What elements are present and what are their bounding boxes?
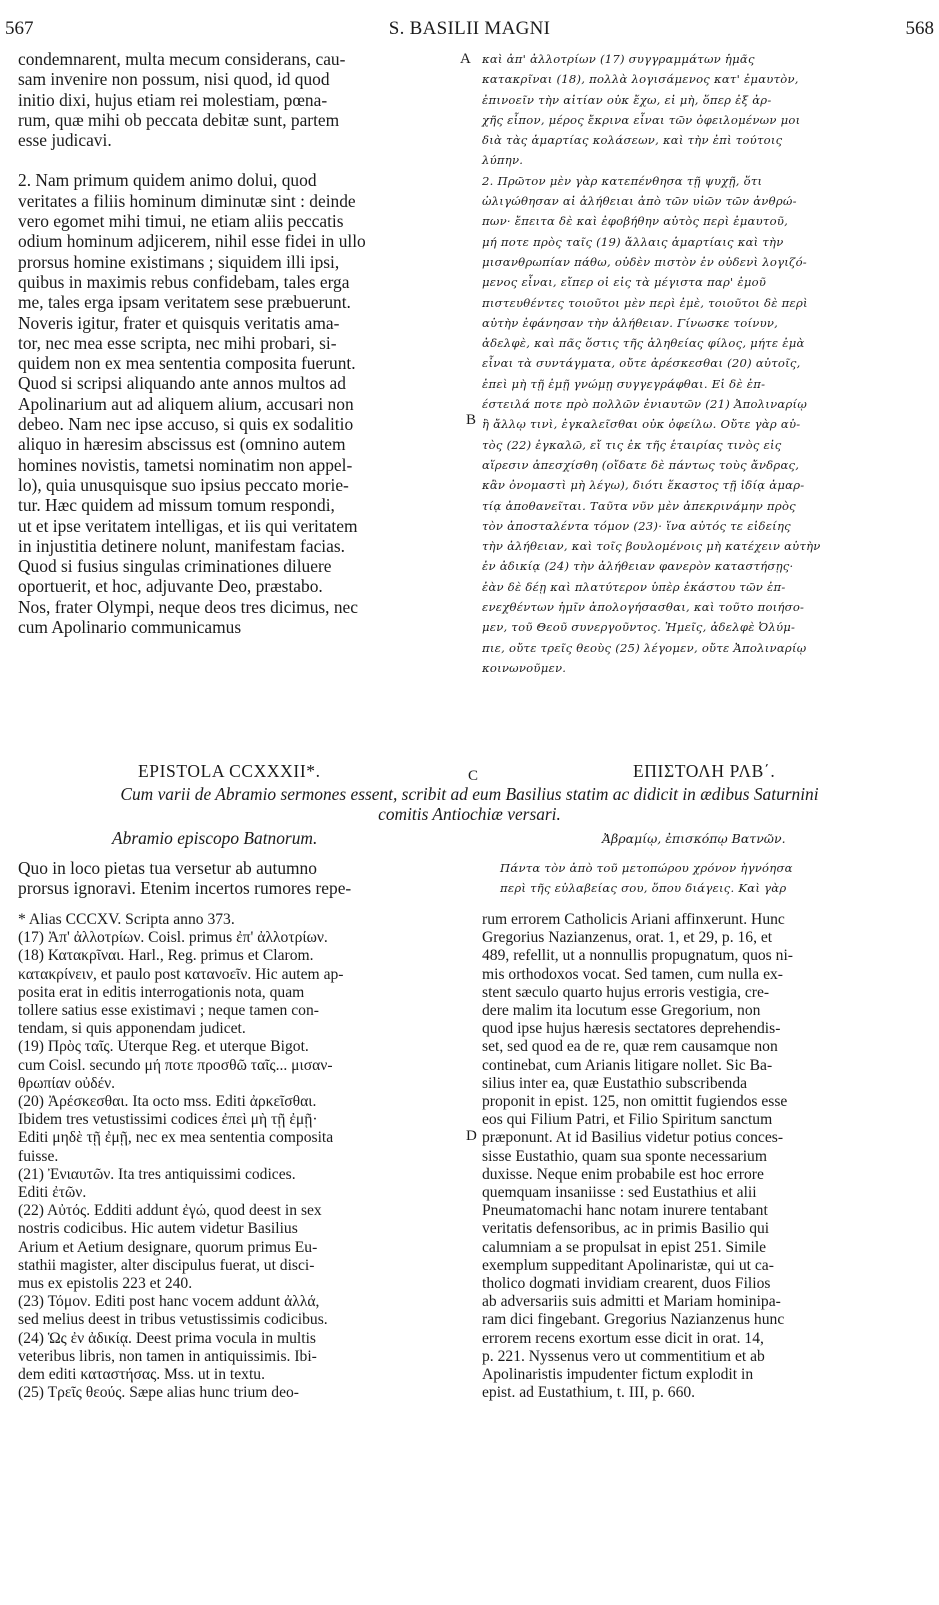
footnotes-right-column: [482, 911, 927, 1402]
footnote-line: mis orthodoxos vocat. Sed tamen, cum nulla ex-: [482, 965, 783, 983]
letter-greek-line: περὶ τῆς εὐλαβείας σου, ὅπου διάγεις. Καὶ γὰρ: [500, 881, 787, 896]
footnote-line: dem editi καταστήσας. Mss. ut in textu.: [18, 1366, 265, 1384]
footnote-line: mus ex epistolis 223 et 240.: [18, 1275, 193, 1293]
footnote-line: errorem recens exortum esse dicit in orat. 14,: [482, 1329, 764, 1347]
latin-line: Nos, frater Olympi, neque deos tres dicimus, nec: [18, 596, 358, 617]
footnote-line: (23) Τόμον. Editi post hanc vocem addunt ἀλλά,: [18, 1293, 320, 1311]
greek-line: ἐὰν δὲ δέῃ καὶ πλατύτερον ὑπὲρ ἑκάστου τῶν ἐπ-: [482, 579, 786, 594]
footnote-line: quod ipse hujus hæresis sectatores deprehendis-: [482, 1020, 781, 1038]
margin-marker-b: B: [466, 412, 477, 428]
greek-line: πων· ἔπειτα δὲ καὶ ἐφοβήθην αὐτὸς περὶ ἐμαυτοῦ,: [482, 214, 789, 229]
latin-line: prorsus homine existimans ; siquidem illi ipsi,: [18, 251, 340, 272]
latin-line: oportuerit, et hoc, adjuvante Deo, præstabo.: [18, 576, 323, 597]
greek-line: τὸν ἀποσταλέντα τόμον (23)· ἵνα αὐτός τε εἰδείης: [482, 518, 791, 533]
greek-line: ἢ ἄλλῳ τινὶ, ἐγκαλεῖσθαι οὐκ ὀφείλω. Οὔτε γὰρ αὐ-: [482, 417, 801, 432]
footnote-line: Gregorius Nazianzenus, orat. 1, et 29, p. 16, et: [482, 929, 773, 947]
footnote-line: ab adversariis suis admitti et Mariam hominipa-: [482, 1293, 781, 1311]
footnote-line: epist. ad Eustathium, t. III, p. 660.: [482, 1384, 696, 1402]
page-number-right: 568: [905, 18, 934, 39]
letter-title-greek: ΕΠΙΣΤΟΛΗ ΡΛΒ΄.: [633, 761, 776, 781]
margin-marker-a: A: [460, 51, 471, 67]
footnote-line: (21) Ἐνιαυτῶν. Ita tres antiquissimi codices.: [18, 1165, 296, 1183]
latin-line: quidem non ex mea sententia composita fuerunt.: [18, 353, 356, 374]
footnote-line: silius inter ea, quæ Eustathio subscribenda: [482, 1074, 748, 1092]
footnote-line: tollere satius esse existimavi ; neque tamen con-: [18, 1002, 319, 1020]
margin-marker-c: C: [468, 768, 479, 784]
greek-line: τίᾳ ἀποθανεῖται. Ταῦτα νῦν μὲν ἀπεκρινάμην πρὸς: [482, 498, 796, 513]
latin-line: rum, quæ mihi ob peccata debitæ sunt, partem: [18, 109, 340, 130]
latin-text-column: [18, 49, 458, 637]
letter-summary-line-1: Cum varii de Abramio sermones essent, scribit ad eum Basilius statim ac didicit in ædibus Saturnini: [120, 784, 819, 804]
latin-line: cum Apolinario communicamus: [18, 617, 242, 638]
footnote-line: sisse Eustathio, quam sua sponte necessarium: [482, 1147, 767, 1165]
greek-text-column: [482, 49, 927, 678]
latin-line: Noveris igitur, frater et quisquis veritatis ama-: [18, 312, 340, 333]
latin-line: condemnarent, multa mecum considerans, cau-: [18, 49, 346, 69]
footnote-line: rum errorem Catholicis Ariani affinxerunt. Hunc: [482, 911, 785, 928]
margin-marker-d: D: [466, 1128, 477, 1144]
greek-line: ἀδελφὲ, καὶ πᾶς ὅστις τῆς ἀληθείας φίλος, μήτε ἐμὰ: [482, 336, 805, 351]
letter-greek-body: [500, 858, 930, 899]
latin-line: tur. Hæc quidem ad missum tomum respondi,: [18, 495, 335, 516]
running-title: S. BASILII MAGNI: [388, 18, 551, 39]
latin-line: lo), quia unusquisque suo ipsius peccato morie-: [18, 474, 349, 495]
footnote-line: (19) Πρὸς ταῖς. Uterque Reg. et uterque Bigot.: [18, 1038, 309, 1056]
footnote-line: dere malim ita locutum esse Gregorium, non: [482, 1002, 761, 1020]
greek-line: μενος εἶναι, εἴπερ οἱ εἰς τὰ μέγιστα παρ' ἐμοῦ: [482, 275, 767, 290]
greek-line: μισανθρωπίαν πάθω, οὐδὲν πιστὸν ἐν οὐδενὶ λογιζό-: [482, 254, 807, 269]
footnote-line: exemplum suppeditant Apolinaristæ, qui ut ca-: [482, 1256, 774, 1274]
footnote-line: quemquam insaniisse : sed Eustathius et alii: [482, 1184, 757, 1202]
addressee-latin: Abramio episcopo Batnorum.: [112, 828, 318, 848]
latin-line: debeo. Nam nec ipse accuso, si quis ex sodalitio: [18, 414, 354, 435]
greek-line: ἐπινοεῖν τὴν αἰτίαν οὐκ ἔχω, εἰ μὴ, ὅπερ ἐξ ἀρ-: [482, 92, 772, 107]
latin-line: tor, nec mea esse scripta, nec mihi probari, si-: [18, 332, 337, 353]
letter-title-latin: EPISTOLA CCXXXII*.: [138, 761, 321, 781]
footnote-line: Editi ἐτῶν.: [18, 1184, 87, 1202]
letter-latin-line: Quo in loco pietas tua versetur ab autumno: [18, 858, 317, 878]
footnote-line: 489, refellit, ut a nonnullis propugnatum, quos ni-: [482, 947, 793, 965]
letter-latin-body: [18, 858, 458, 899]
footnote-line: (18) Κατακρῖναι. Harl., Reg. primus et Clarom.: [18, 947, 314, 965]
footnote-line: continebat, cum Arianis litigare nollet. Sic Ba-: [482, 1056, 773, 1074]
footnote-line: (20) Ἀρέσκεσθαι. Ita octo mss. Editi ἀρκεῖσθαι.: [18, 1093, 317, 1111]
footnote-line: sed melius deest in tribus vetustissimis codicibus.: [18, 1311, 328, 1329]
greek-line: ἐπεὶ μὴ τῇ ἐμῇ γνώμῃ συγγεγράφθαι. Εἰ δὲ ἐπ-: [482, 376, 766, 391]
footnote-line: Pneumatomachi hanc notam inurere tentabant: [482, 1202, 768, 1220]
latin-line: Quod si fusius singulas criminationes diluere: [18, 556, 332, 577]
latin-line: initio dixi, hujus etiam rei molestiam, pœna-: [18, 89, 328, 110]
greek-line: τὴν ἀλήθειαν, καὶ τοῖς βουλομένοις μὴ κατέχειν αὐτὴν: [482, 539, 821, 554]
latin-line: 2. Nam primum quidem animo dolui, quod: [18, 170, 317, 191]
footnote-line: κατακρίνειν, et paulo post κατανοεῖν. Hic autem ap-: [18, 965, 344, 983]
latin-line: odium hominum adjicerem, nihil esse fidei in ullo: [18, 231, 366, 252]
greek-line: πιε, οὔτε τρεῖς θεοὺς (25) λέγομεν, οὔτε Ἀπολιναρίῳ: [482, 640, 807, 655]
page-number-left: 567: [5, 18, 34, 39]
letter-greek-line: Πάντα τὸν ἀπὸ τοῦ μετοπώρου χρόνον ἠγνόησα: [500, 861, 793, 875]
latin-line: in injustitia detinere nolunt, manifestam facias.: [18, 535, 345, 556]
footnote-line: stathii magister, alter discipulus fuerat, ut disci-: [18, 1256, 315, 1274]
footnote-line: posita erat in editis interrogationis nota, quam: [18, 983, 305, 1001]
footnote-line: θρωπίαν οὐδέν.: [18, 1074, 116, 1092]
greek-line: μεν, τοῦ Θεοῦ συνεργοῦντος. Ἡμεῖς, ἀδελφὲ Ὀλύμ-: [482, 620, 796, 635]
footnote-line: Ibidem tres vetustissimi codices ἐπεὶ μὴ τῇ ἐμῇ·: [18, 1111, 318, 1129]
running-header: [0, 10, 939, 40]
latin-line: Quod si scripsi aliquando ante annos multos ad: [18, 373, 346, 394]
footnotes-left-column: [18, 911, 458, 1402]
footnote-line: duxisse. Neque enim probabile est hoc errore: [482, 1165, 764, 1183]
footnote-line: cum Coisl. secundo μή ποτε προσθῶ ταῖς... μισαν-: [18, 1056, 333, 1074]
greek-line: αἵρεσιν ἀπεσχίσθη (οἴδατε δὲ πάντως τοὺς ἄνδρας,: [482, 457, 800, 472]
greek-line: χῆς εἶπον, μέρος ἔκρινα εἶναι τῶν ὀφειλομένων μοι: [482, 112, 801, 127]
latin-line: vero egomet mihi timui, ne etiam aliis peccatis: [18, 211, 344, 232]
latin-line: Apolinarium aut ad aliquem alium, accusari non: [18, 393, 354, 414]
latin-line: ut et ipse veritatem intelligas, et iis qui veritatem: [18, 515, 358, 536]
greek-line: αὐτὴν ἐφάνησαν τὴν ἀλήθειαν. Γίνωσκε τοίνυν,: [482, 315, 779, 330]
footnote-line: præponunt. At id Basilius videtur potius conces-: [482, 1129, 784, 1147]
greek-line: τὸς (22) ἐγκαλῶ, εἴ τις ἐκ τῆς ἑταιρίας τινὸς εἰς: [482, 437, 782, 452]
greek-line: πιστευθέντες τοιοῦτοι μὲν περὶ ἐμὲ, τοιοῦτοι δὲ περὶ: [482, 295, 808, 310]
greek-line: ἐν ἀδικίᾳ (24) τὴν ἀλήθειαν φανερὸν καταστήσῃς·: [482, 559, 794, 574]
latin-line: aliquo in hæresim abscissus est (omnino autem: [18, 434, 346, 455]
latin-line: me, tales erga ipsam veritatem sese præbuerunt.: [18, 292, 351, 313]
greek-line: έστειλά ποτε πρὸ πολλῶν ἐνιαυτῶν (21) Ἀπολιναρίῳ: [482, 397, 808, 412]
footnote-line: * Alias CCCXV. Scripta anno 373.: [18, 911, 235, 928]
greek-line: 2. Πρῶτον μὲν γὰρ κατεπένθησα τῇ ψυχῇ, ὅτι: [482, 173, 763, 188]
footnote-line: tholico dogmati invidiam crearent, duos Filios: [482, 1275, 771, 1293]
greek-line: ενεχθέντων ἡμῖν ἀπολογήσασθαι, καὶ τοῦτο ποιήσο-: [482, 600, 805, 615]
footnote-line: Apolinaristis impudenter fictum explodit in: [482, 1366, 754, 1384]
footnote-line: Arium et Aetium designare, quorum primus Eu-: [18, 1238, 318, 1256]
greek-line: κοινωνοῦμεν.: [482, 660, 567, 675]
greek-line: καὶ ἀπ' ἀλλοτρίων (17) συγγραμμάτων ἡμᾶς: [482, 52, 755, 66]
footnote-line: eos qui Filium Patri, et Filio Spiritum sanctum: [482, 1111, 773, 1129]
greek-line: λύπην.: [482, 153, 524, 168]
letter-latin-line: prorsus ignoravi. Etenim incertos rumores repe-: [18, 878, 352, 899]
footnote-line: ram dici fingebant. Gregorius Nazianzenus hunc: [482, 1311, 785, 1329]
latin-line: homines novistis, tametsi nominatim non appel-: [18, 454, 353, 475]
footnote-line: veritatis defensoribus, ac in primis Basilio qui: [482, 1220, 770, 1238]
footnote-line: Editi μηδὲ τῇ ἐμῇ, nec ex mea sententia composita: [18, 1129, 334, 1147]
footnote-line: set, sed quod ea de re, quæ rem causamque non: [482, 1038, 778, 1056]
footnote-line: (25) Τρεῖς θεούς. Sæpe alias hunc trium deo-: [18, 1384, 299, 1402]
footnote-line: tendam, si quis apponendam judicet.: [18, 1020, 246, 1038]
latin-line: veritates a filiis hominum diminutæ sint : deinde: [18, 190, 356, 211]
greek-line: διὰ τὰς ἁμαρτίας κολάσεων, καὶ τὴν ἐπὶ τούτοις: [482, 133, 783, 148]
footnote-line: stent sæculo quarto hujus erroris vestigia, cre-: [482, 983, 770, 1001]
footnote-line: nostris codicibus. Hic autem videtur Basilius: [18, 1220, 298, 1238]
greek-line: εἶναι τὰ συντάγματα, οὔτε ἀρέσκεσθαι (20) αὐτοῖς,: [482, 356, 801, 371]
footnote-line: (22) Αὐτός. Edditi addunt ἐγώ, quod deest in sex: [18, 1202, 322, 1220]
greek-line: κἂν ὀνομαστὶ μὴ λέγω), διότι ἕκαστος τῇ ἰδίᾳ ἁμαρ-: [482, 478, 805, 493]
footnote-line: (24) Ὡς ἐν ἀδικίᾳ. Deest prima vocula in multis: [18, 1329, 317, 1347]
greek-line: κατακρῖναι (18), πολλὰ λογισάμενος κατ' ἐμαυτὸν,: [482, 72, 799, 87]
latin-line: quibus in maximis rebus confidebam, tales erga: [18, 271, 350, 292]
greek-line: μή ποτε πρὸς ταῖς (19) ἄλλαις ἁμαρτίαις καὶ τὴν: [482, 234, 784, 249]
greek-line: ὠλιγώθησαν αἱ ἀλήθειαι ἀπὸ τῶν υἱῶν τῶν ἀνθρώ-: [482, 194, 797, 209]
latin-line: esse judicavi.: [18, 130, 112, 151]
footnote-line: p. 221. Nyssenus vero ut commentitium et ab: [482, 1347, 765, 1365]
latin-line: sam invenire non possum, nisi quod, id quod: [18, 69, 330, 90]
footnote-line: proponit in epist. 125, non omittit fugiendos esse: [482, 1093, 788, 1111]
footnote-line: (17) Ἀπ' ἀλλοτρίων. Coisl. primus ἐπ' ἀλλοτρίων.: [18, 929, 328, 947]
footnote-line: calumniam a se propulsat in epist 251. Simile: [482, 1238, 767, 1256]
footnote-line: fuisse.: [18, 1147, 59, 1165]
letter-summary-line-2: comitis Antiochiæ versari.: [378, 804, 561, 824]
addressee-greek: Ἀβραμίῳ, ἐπισκόπῳ Βατνῶν.: [602, 831, 786, 846]
footnote-line: veteribus libris, non tamen in antiquissimis. Ibi-: [18, 1347, 317, 1365]
paragraph-gap: [18, 150, 458, 170]
